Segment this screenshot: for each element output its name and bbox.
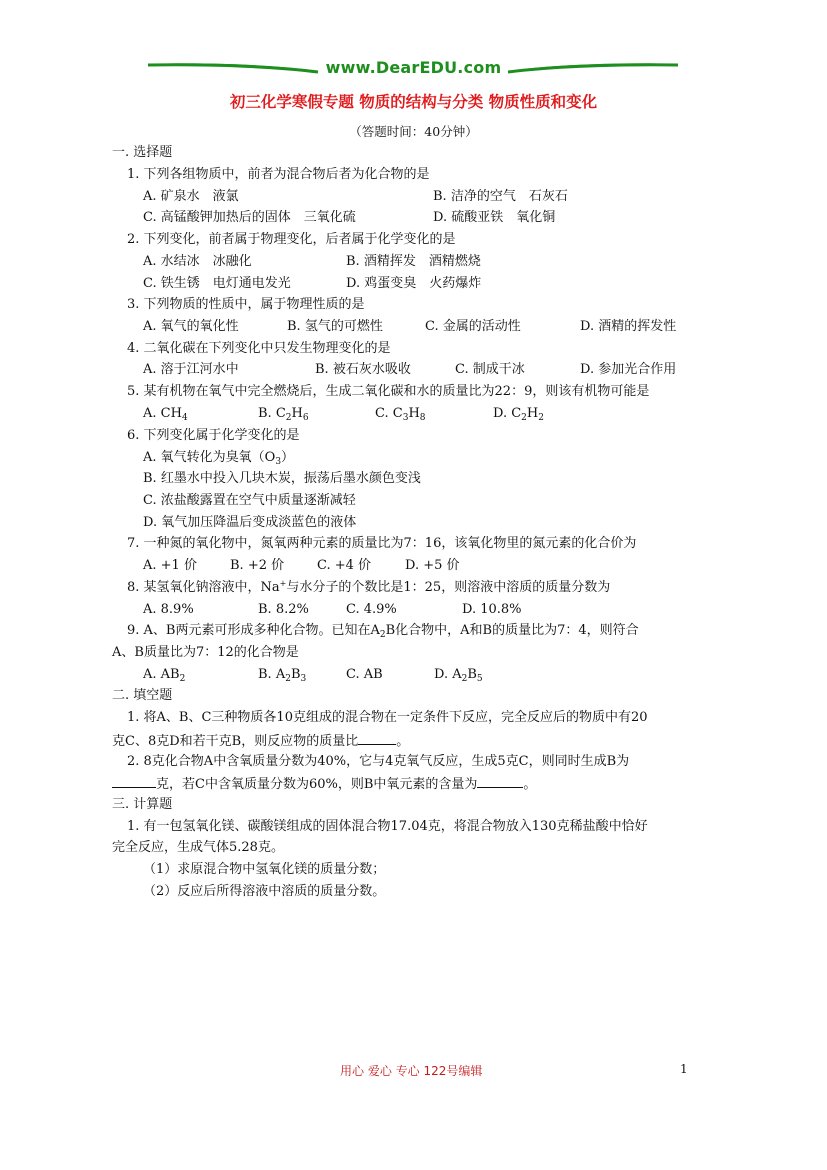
fill-q2-line1: 2. 8克化合物A中含氧质量分数为40%，它与4克氧气反应，生成5克C，则同时生成B为	[127, 754, 630, 769]
q6-option-d: D. 氧气加压降温后变成淡蓝色的液体	[143, 515, 357, 530]
q7-option-c: C. +4 价	[317, 558, 372, 573]
fill-q1-blank[interactable]	[358, 731, 396, 745]
page-subtitle: （答题时间：40分钟）	[349, 124, 478, 139]
q3-option-a: A. 氧气的氧化性	[143, 319, 239, 334]
section-heading-choice: 一. 选择题	[112, 145, 173, 160]
q8-option-b: B. 8.2%	[258, 602, 309, 617]
q1-option-d: D. 硫酸亚铁 氧化铜	[433, 210, 556, 225]
q1-option-b: B. 洁净的空气 石灰石	[433, 189, 568, 204]
calc-q1-sub2: （2）反应后所得溶液中溶质的质量分数。	[143, 884, 386, 899]
q3-option-c: C. 金属的活动性	[425, 319, 521, 334]
footer-text: 用心 爱心 专心 122号编辑	[340, 1064, 483, 1078]
calc-q1-line2: 完全反应，生成气体5.28克。	[112, 840, 284, 855]
q1-option-c: C. 高锰酸钾加热后的固体 三氧化硫	[143, 210, 356, 225]
q2-option-b: B. 酒精挥发 酒精燃烧	[346, 254, 481, 269]
fill-q2-blank-2[interactable]	[477, 774, 523, 788]
section-heading-fill: 二. 填空题	[112, 688, 173, 703]
q2-option-d: D. 鸡蛋变臭 火药爆炸	[346, 276, 482, 291]
fill-q1-line1: 1. 将A、B、C三种物质各10克组成的混合物在一定条件下反应，完全反应后的物质中有20	[127, 710, 648, 725]
q4-option-d: D. 参加光合作用	[580, 362, 677, 377]
q8-option-d: D. 10.8%	[462, 602, 522, 617]
site-logo: www.DearEDU.com	[325, 58, 502, 77]
q9-option-b: B. $A_2B_3$	[258, 667, 307, 684]
page-number: 1	[680, 1062, 688, 1076]
q4-option-b: B. 被石灰水吸收	[315, 362, 411, 377]
q9-option-c: C. AB	[346, 667, 383, 682]
q9-option-a: A. $AB_2$	[143, 667, 186, 684]
q9-option-d: D. $A_2B_5$	[434, 667, 483, 684]
q7-option-b: B. +2 价	[230, 558, 285, 573]
q6-stem: 6. 下列变化属于化学变化的是	[127, 428, 300, 443]
q4-option-c: C. 制成干冰	[455, 362, 525, 377]
q5-option-d: D. $C_2H_2$	[493, 406, 544, 423]
q7-option-a: A. +1 价	[143, 558, 197, 573]
calc-q1-sub1: （1）求原混合物中氢氧化镁的质量分数；	[143, 862, 386, 877]
q6-option-a: A. 氧气转化为臭氧$(O_3)$	[143, 450, 295, 467]
q9-stem-line2: A、B质量比为7：12的化合物是	[112, 645, 299, 660]
q2-option-a: A. 水结冰 冰融化	[143, 254, 252, 269]
page-title: 初三化学寒假专题 物质的结构与分类 物质性质和变化	[229, 93, 598, 111]
q5-stem: 5. 某有机物在氧气中完全燃烧后，生成二氧化碳和水的质量比为22：9，则该有机物可能是	[127, 384, 650, 399]
q3-option-b: B. 氢气的可燃性	[287, 319, 383, 334]
fill-q2-line2: 克，若C中含氧质量分数为60%，则B中氧元素的含量为 。	[112, 774, 536, 794]
fill-q1-line2: 克C、8克D和若干克B，则反应物的质量比 。	[112, 731, 409, 751]
q4-stem: 4. 二氧化碳在下列变化中只发生物理变化的是	[127, 341, 391, 356]
q1-option-a: A. 矿泉水 液氯	[143, 189, 239, 204]
q1-stem: 1. 下列各组物质中，前者为混合物后者为化合物的是	[127, 167, 430, 182]
q6-option-c: C. 浓盐酸露置在空气中质量逐渐减轻	[143, 493, 356, 508]
q8-option-c: C. 4.9%	[346, 602, 397, 617]
q2-stem: 2. 下列变化，前者属于物理变化，后者属于化学变化的是	[127, 232, 456, 247]
q5-option-b: B. $C_2H_6$	[258, 406, 309, 423]
section-heading-calc: 三. 计算题	[112, 797, 173, 812]
q8-stem: 8. 某氢氧化钠溶液中，Na+与水分子的个数比是1：25，则溶液中溶质的质量分数为	[127, 579, 611, 595]
q4-option-a: A. 溶于江河水中	[143, 362, 239, 377]
q3-option-d: D. 酒精的挥发性	[580, 319, 677, 334]
q7-option-d: D. +5 价	[405, 558, 460, 573]
q6-option-b: B. 红墨水中投入几块木炭，振荡后墨水颜色变浅	[143, 471, 421, 486]
q3-stem: 3. 下列物质的性质中，属于物理性质的是	[127, 297, 365, 312]
q9-stem-line1: 9. A、B两元素可形成多种化合物。已知在$A_2B$化合物中，A和B的质量比为7：4，则符合	[127, 623, 639, 640]
fill-q2-blank-1[interactable]	[112, 774, 156, 788]
q5-option-c: C. $C_3H_8$	[375, 406, 426, 423]
q8-option-a: A. 8.9%	[143, 602, 194, 617]
q5-option-a: A. $CH_4$	[143, 406, 188, 423]
q2-option-c: C. 铁生锈 电灯通电发光	[143, 276, 291, 291]
q7-stem: 7. 一种氮的氧化物中，氮氧两种元素的质量比为7：16，该氧化物里的氮元素的化合价为	[127, 536, 637, 551]
calc-q1-line1: 1. 有一包氢氧化镁、碳酸镁组成的固体混合物17.04克，将混合物放入130克稀盐酸中恰好	[127, 819, 648, 834]
